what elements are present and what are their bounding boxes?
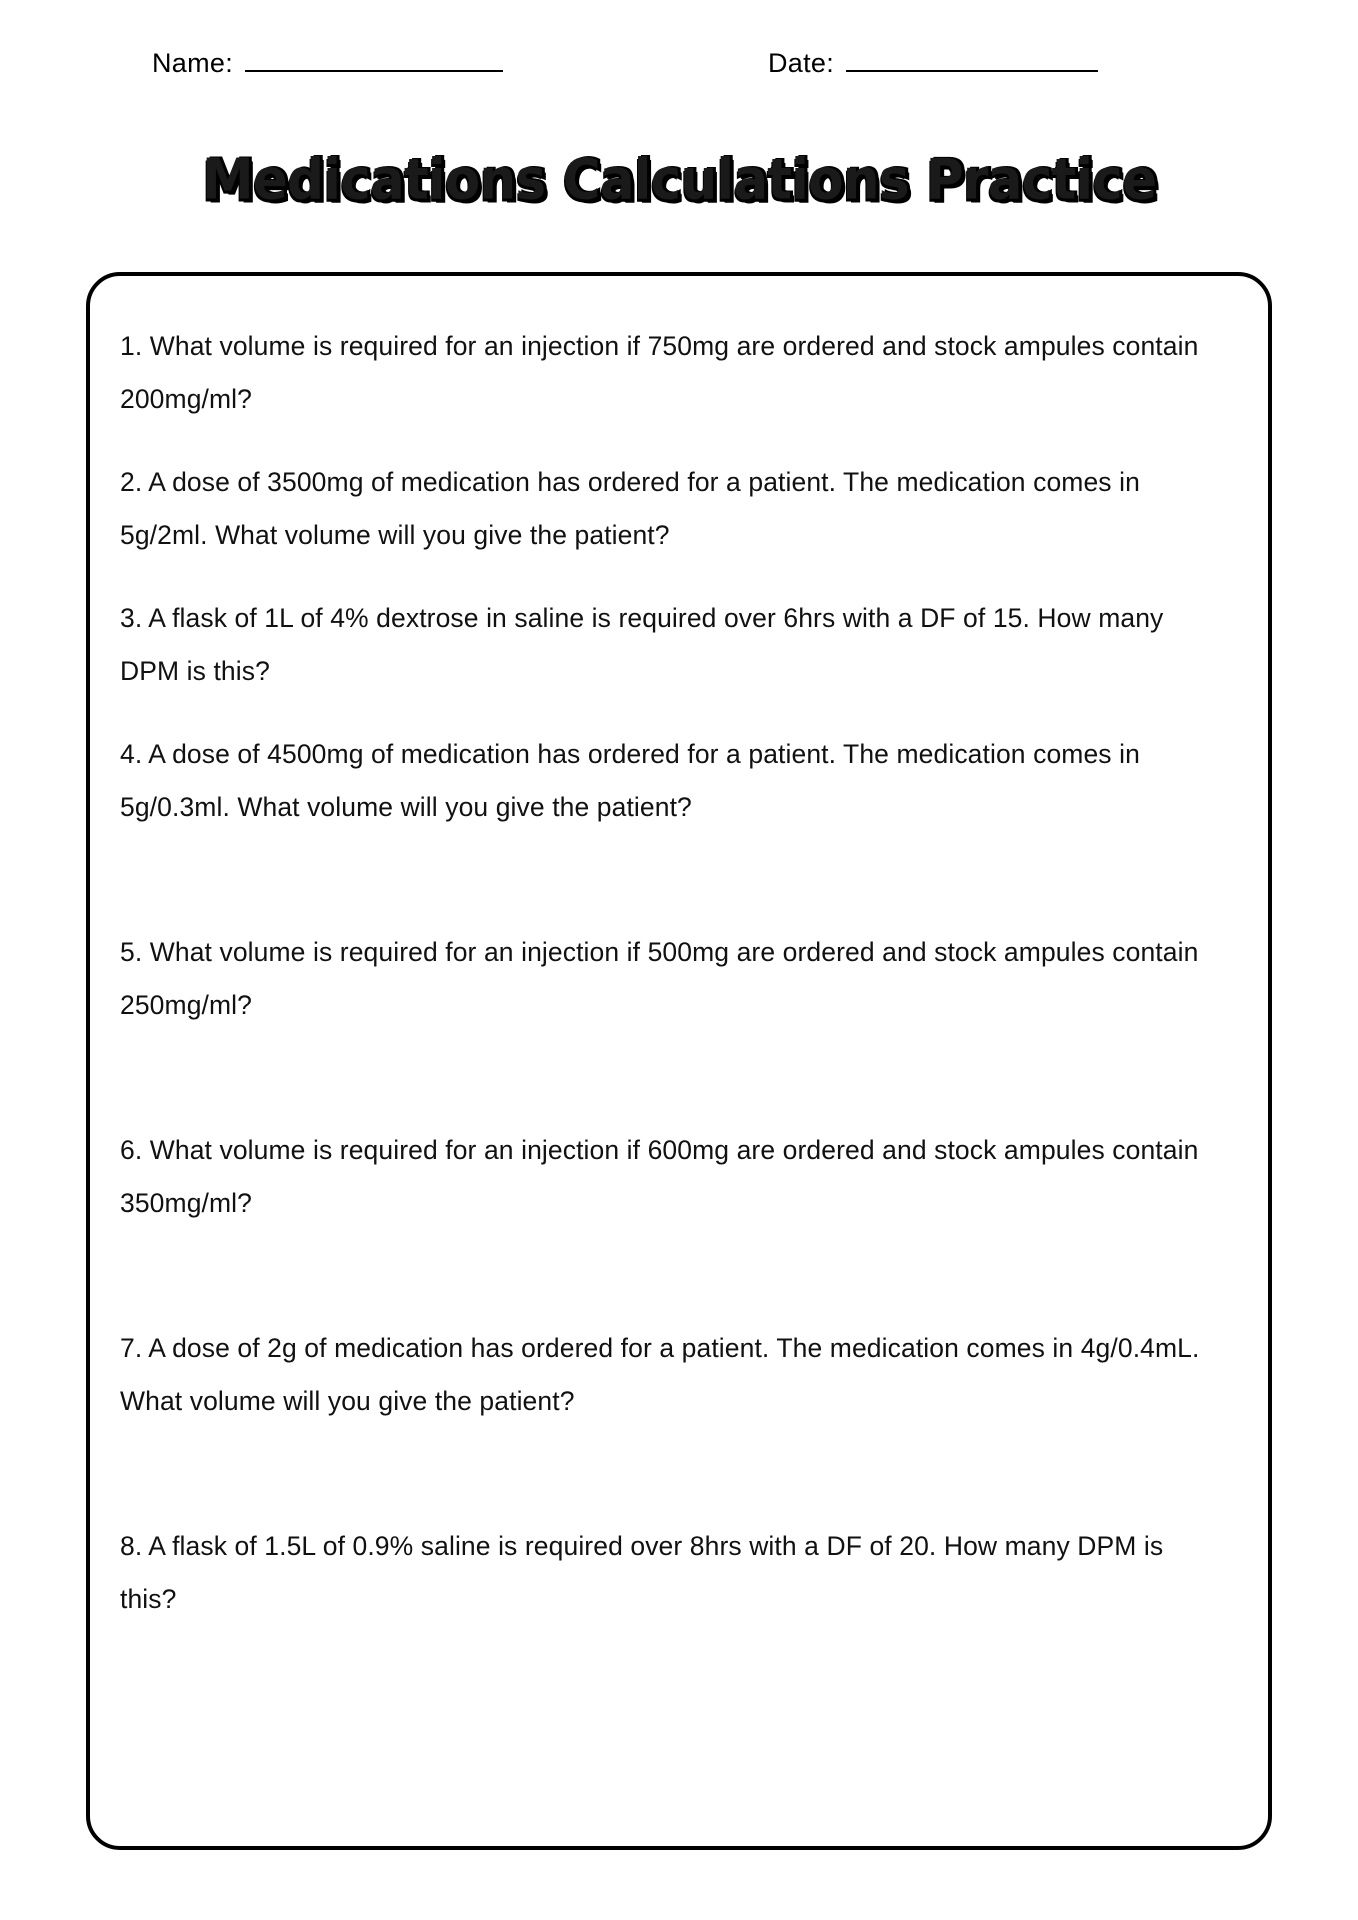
date-field-group [768,48,1098,79]
page-title: Medications Calculations Practice [201,147,1157,213]
worksheet-header [0,48,1358,94]
name-label: Name: [152,48,234,78]
question-item: 6. What volume is required for an injection if 600mg are ordered and stock ampules contain 350mg/ml? [120,1135,1199,1218]
page-title-wrap [0,147,1358,213]
date-input-line[interactable] [846,50,1098,72]
questions-box [86,272,1272,1850]
question-item: 1. What volume is required for an injection if 750mg are ordered and stock ampules contain 200mg/ml? [120,331,1199,414]
questions-list [120,320,1234,1654]
question-item: 7. A dose of 2g of medication has ordered for a patient. The medication comes in 4g/0.4mL. What volume will you give the patient? [120,1333,1200,1416]
question-item: 2. A dose of 3500mg of medication has ordered for a patient. The medication comes in 5g/2ml. What volume will you give the patient? [120,467,1140,550]
question-item: 8. A flask of 1.5L of 0.9% saline is required over 8hrs with a DF of 20. How many DPM is this? [120,1531,1164,1614]
question-item: 3. A flask of 1L of 4% dextrose in saline is required over 6hrs with a DF of 15. How many DPM is this? [120,603,1164,686]
name-input-line[interactable] [245,50,503,72]
name-field-group [152,48,503,79]
question-item: 5. What volume is required for an injection if 500mg are ordered and stock ampules contain 250mg/ml? [120,937,1199,1020]
date-label: Date: [768,48,835,78]
question-item: 4. A dose of 4500mg of medication has ordered for a patient. The medication comes in 5g/0.3ml. What volume will you give the patient? [120,739,1140,822]
